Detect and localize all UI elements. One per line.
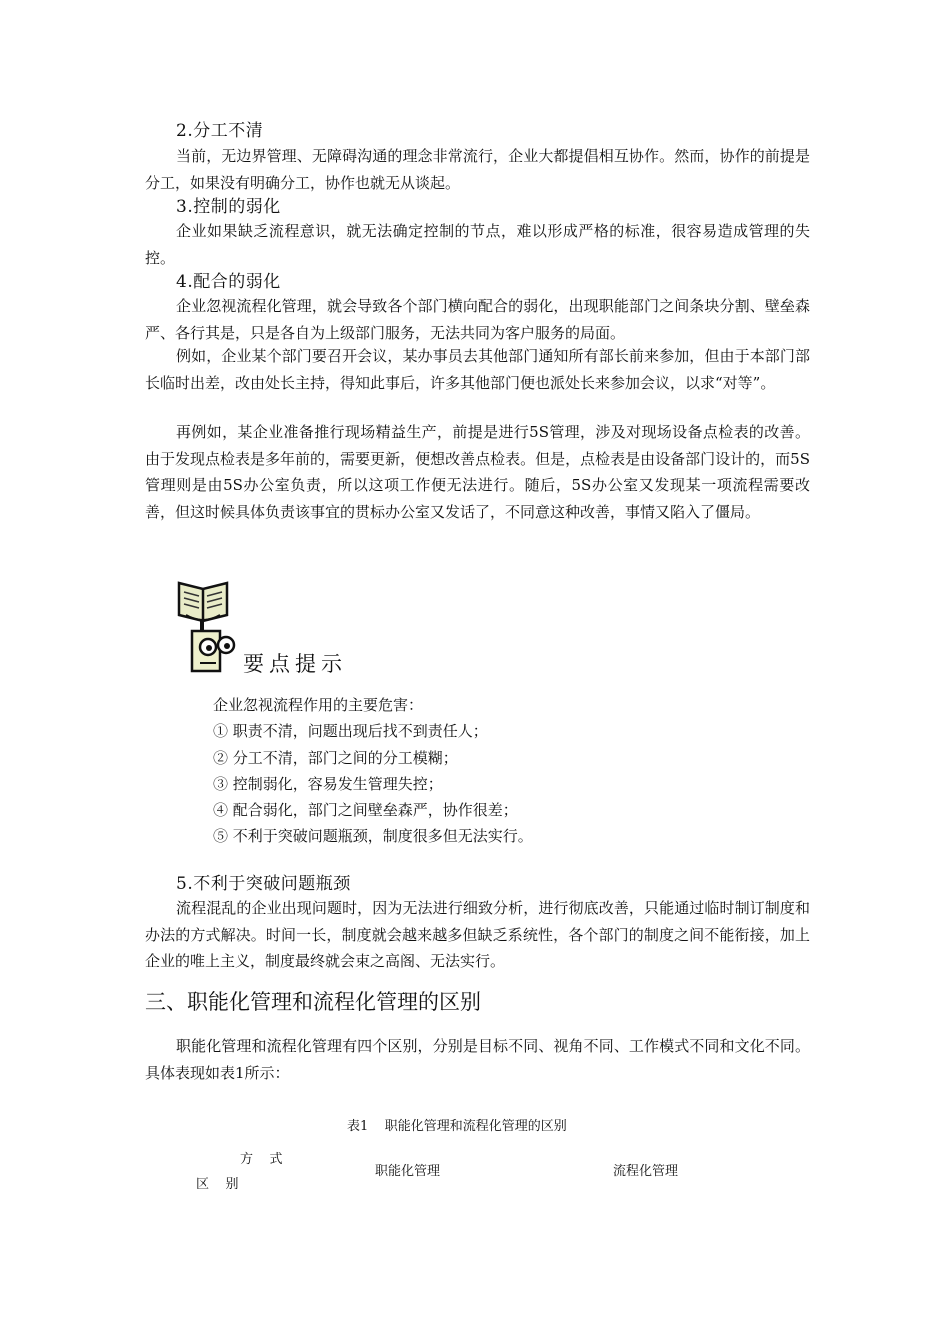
tip-list <box>213 692 533 850</box>
tip-item: ⑤ 不利于突破问题瓶颈，制度很多但无法实行。 <box>213 827 533 846</box>
tip-item: ① 职责不清，问题出现后找不到责任人； <box>213 722 488 741</box>
tip-item: ③ 控制弱化，容易发生管理失控； <box>213 774 443 793</box>
paragraph-table-intro: 职能化管理和流程化管理有四个区别，分别是目标不同、视角不同、工作模式不同和文化不同。具体表现如表1所示： <box>145 1037 810 1082</box>
heading-bottleneck: 5.不利于突破问题瓶颈 <box>176 874 351 894</box>
table-header-process: 流程化管理 <box>613 1164 679 1179</box>
section-title: 三、职能化管理和流程化管理的区别 <box>145 990 481 1014</box>
heading-division-unclear: 2.分工不清 <box>176 121 264 141</box>
paragraph-division: 当前，无边界管理、无障碍沟通的理念非常流行，企业大都提倡相互协作。然而，协作的前提是分工，如果没有明确分工，协作也就无从谈起。 <box>145 147 810 192</box>
lookout-figure-icon <box>186 619 242 675</box>
tip-title: 要点提示 <box>243 652 347 676</box>
tip-intro: 企业忽视流程作用的主要危害： <box>213 696 424 714</box>
table-header-functional: 职能化管理 <box>375 1164 441 1179</box>
table-header-mode: 方 式 <box>240 1152 283 1167</box>
tip-item: ④ 配合弱化，部门之间壁垒森严，协作很差； <box>213 801 518 820</box>
paragraph-example-meeting: 例如，企业某个部门要召开会议，某办事员去其他部门通知所有部长前来参加，但由于本部门部长临时出差，改由处长主持，得知此事后，许多其他部门便也派处长来参加会议，以求“对等”。 <box>145 347 810 392</box>
heading-coordination-weakening: 4.配合的弱化 <box>176 272 281 292</box>
table-caption: 表1 职能化管理和流程化管理的区别 <box>347 1119 567 1134</box>
paragraph-bottleneck: 流程混乱的企业出现问题时，因为无法进行细致分析，进行彻底改善，只能通过临时制订制度和办法的方式解决。时间一长，制度就会越来越多但缺乏系统性，各个部门的制度之间不能衔接，加上企业的唯上主义，制度最终就会束之高阁、无法实行。 <box>145 899 810 970</box>
tip-item: ② 分工不清，部门之间的分工模糊； <box>213 748 458 767</box>
paragraph-coordination: 企业忽视流程化管理，就会导致各个部门横向配合的弱化，出现职能部门之间条块分割、壁垒森严、各行其是，只是各自为上级部门服务，无法共同为客户服务的局面。 <box>145 297 810 342</box>
heading-control-weakening: 3.控制的弱化 <box>176 197 281 217</box>
paragraph-control: 企业如果缺乏流程意识，就无法确定控制的节点，难以形成严格的标准，很容易造成管理的失控。 <box>145 222 810 267</box>
paragraph-example-5s: 再例如，某企业准备推行现场精益生产，前提是进行5S管理，涉及对现场设备点检表的改善。由于发现点检表是多年前的，需要更新，便想改善点检表。但是，点检表是由设备部门设计的，而5S管理则是由5S办公室负责，所以这项工作便无法进行。随后，5S办公室又发现某一项流程需要改善，但这时候具体负责该事宜的贯标办公室又发话了，不同意这种改善，事情又陷入了僵局。 <box>145 423 810 521</box>
table-header-difference: 区 别 <box>196 1177 239 1192</box>
